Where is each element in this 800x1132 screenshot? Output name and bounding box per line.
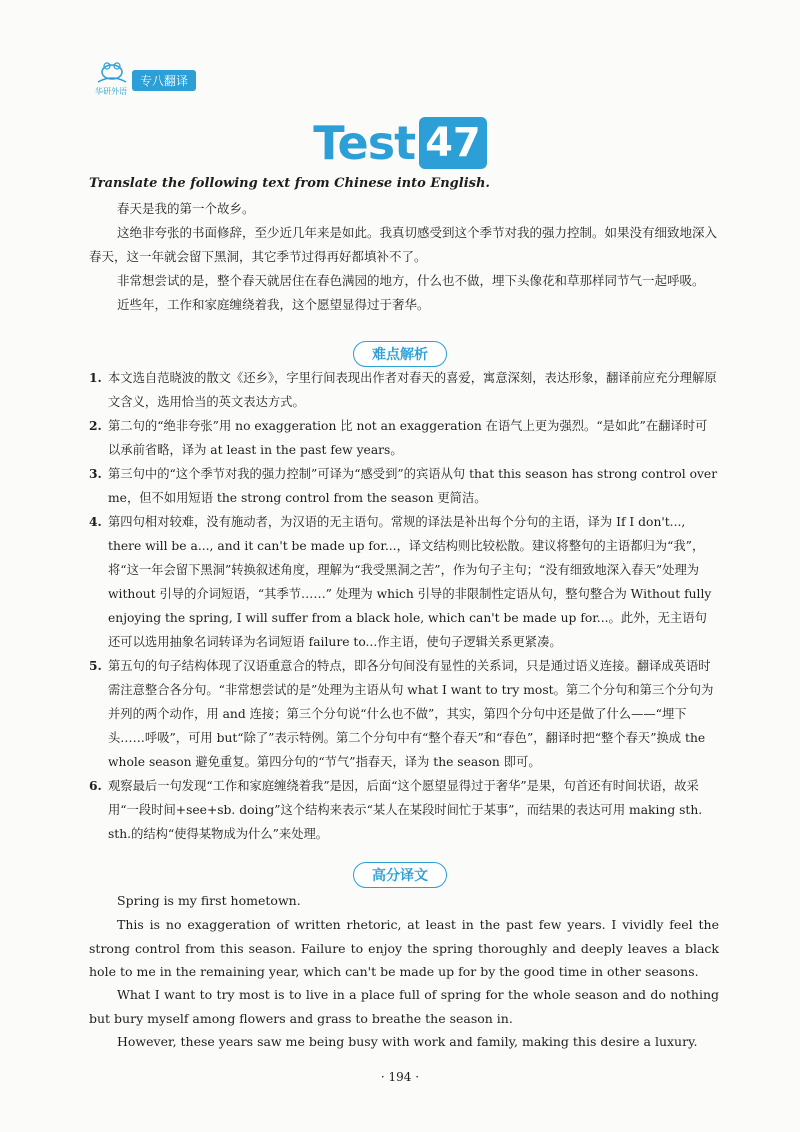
note-number: 6.: [89, 778, 102, 793]
source-paragraph: 近些年，工作和家庭缠绕着我，这个愿望显得过于奢华。: [117, 297, 430, 312]
page-number: · 194 ·: [380, 1070, 420, 1084]
notes-heading-label: 难点解析: [353, 341, 447, 367]
note-text: 第二句的“绝非夸张”用 no exaggeration 比 not an exaggeration 在语气上更为强烈。“是如此”在翻译时可以承前省略，译为 at least in the past few years。: [108, 419, 708, 457]
notes-heading: [0, 341, 800, 367]
note-number: 4.: [89, 514, 102, 529]
instruction: Translate the following text from Chinese into English.: [89, 176, 490, 191]
logo-text: 华研外语: [95, 87, 127, 96]
page-title: [0, 116, 800, 170]
note-text: 第四句相对较难，没有施动者，为汉语的无主语句。常规的译法是补出每个分句的主语，译为 If I don't..., there will be a..., and it can't be made up for...，译文结构则比较松散。建议将整句的主语都归为“我”，将“这一年会留下黑洞”转换叙述角度，理解为“我受黑洞之苦”，作为句子主句；“没有细致地深入春天”处理为 without 引导的介词短语，“其季节……” 处理为 which 引导的非限制性定语从句，整句整合为 Without fully enjoying the spring, I will suffer from a black hole, which can't be made up for...。此外，无主语句还可以选用抽象名词转译为名词短语 failure to...作主语，使句子逻辑关系更紧凑。: [108, 515, 712, 649]
note-item: [89, 462, 719, 510]
note-number: 5.: [89, 658, 102, 673]
translation-heading-label: 高分译文: [353, 862, 447, 888]
series-tag: 专八翻译: [132, 70, 196, 91]
translation-paragraph: However, these years saw me being busy with work and family, making this desire a luxury.: [117, 1034, 698, 1049]
note-item: [89, 510, 719, 654]
note-item: [89, 774, 719, 846]
test-word: Test: [313, 116, 416, 170]
note-number: 2.: [89, 418, 102, 433]
note-number: 3.: [89, 466, 102, 481]
note-item: [89, 414, 719, 462]
note-text: 第三句中的“这个季节对我的强力控制”可译为“感受到”的宾语从句 that this season has strong control over me，但不如用短语 the strong control from the season 更简洁。: [108, 467, 718, 505]
note-text: 观察最后一句发现“工作和家庭缠绕着我”是因，后面“这个愿望显得过于奢华”是果，句首还有时间状语，故采用“一段时间+see+sb. doing”这个结构来表示“某人在某段时间忙于某事”，而结果的表达可用 making sth. sth.的结构“使得某物成为什么”来处理。: [108, 779, 703, 841]
note-item: [89, 654, 719, 774]
translation-heading: [0, 862, 800, 888]
translation-paragraph: What I want to try most is to live in a place full of spring for the whole season and do nothing but bury myself among flowers and grass to breathe the season in.: [89, 987, 719, 1026]
translation-paragraph: Spring is my first hometown.: [117, 893, 301, 908]
note-number: 1.: [89, 370, 102, 385]
note-text: 本文选自范晓波的散文《还乡》，字里行间表现出作者对春天的喜爱，寓意深刻，表达形象，翻译前应充分理解原文含义，选用恰当的英文表达方式。: [108, 371, 717, 409]
source-paragraph: 这绝非夸张的书面修辞，至少近几年来是如此。我真切感受到这个季节对我的强力控制。如果没有细致地深入春天，这一年就会留下黑洞，其它季节过得再好都填补不了。: [89, 225, 718, 264]
translation-paragraph: This is no exaggeration of written rhetoric, at least in the past few years. I vividly feel the strong control from this season. Failure to enjoy the spring thoroughly and deeply leaves a black hole to me in the remaining year, which can't be made up for by the good time in other seasons.: [89, 917, 719, 979]
test-number-badge: 47: [419, 117, 487, 169]
source-paragraph: 春天是我的第一个故乡。: [117, 201, 255, 216]
source-paragraph: 非常想尝试的是，整个春天就居住在春色满园的地方，什么也不做，埋下头像花和草那样同节气一起呼吸。: [117, 273, 705, 288]
note-item: [89, 366, 719, 414]
note-text: 第五句的句子结构体现了汉语重意合的特点，即各分句间没有显性的关系词，只是通过语义连接。翻译成英语时需注意整合各分句。“非常想尝试的是”处理为主语从句 what I want to try most。第二个分句和第三个分句为并列的两个动作，用 and 连接；第三个分句说“什么也不做”，其实，第四个分句中还是做了什么——“埋下头……呼吸”，可用 but“除了”表示特例。第二个分句中有“整个春天”和“春色”，翻译时把“整个春天”换成 the whole season 避免重复。第四分句的“节气”指春天，译为 the season 即可。: [108, 659, 714, 769]
